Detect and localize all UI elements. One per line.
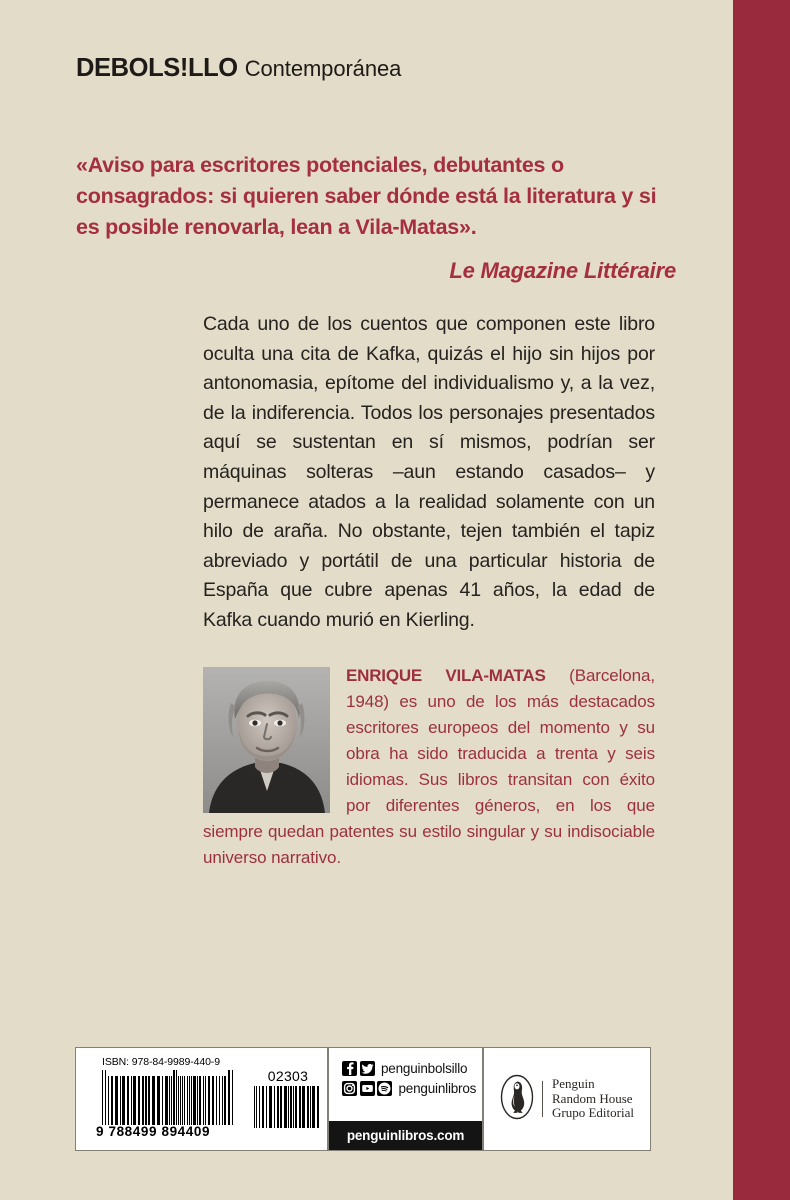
logo-divider [542, 1081, 543, 1117]
publisher-name [552, 1077, 634, 1121]
spotify-icon[interactable] [377, 1081, 392, 1096]
ean5-addon-barcode [254, 1086, 321, 1128]
facebook-icon[interactable] [342, 1061, 357, 1076]
publisher-line-2: Random House [552, 1090, 633, 1106]
social-row-penguinlibros [342, 1081, 482, 1096]
ean5-addon-digits: 02303 [267, 1068, 309, 1084]
penguin-icon [500, 1074, 534, 1125]
social-handle-penguinlibros[interactable]: penguinlibros [398, 1081, 477, 1096]
youtube-icon[interactable] [360, 1081, 375, 1096]
author-bio-body: (Barcelona, 1948) es uno de los más destacados escritores europeos del momento y su obra ha sido traducida a trenta y seis idiomas. Sus libros transitan con éxito por diferentes géneros, en los que siempre quedan patentes su estilo singular y su indisociable universo narrativo. [203, 666, 655, 867]
spine-color-band [733, 0, 790, 1200]
twitter-icon[interactable] [360, 1061, 375, 1076]
book-description-block [203, 310, 655, 636]
imprint-header [76, 56, 401, 82]
ean13-barcode [102, 1070, 235, 1125]
website-bar[interactable] [329, 1121, 482, 1150]
instagram-icon[interactable] [342, 1081, 357, 1096]
author-name: ENRIQUE VILA-MATAS [346, 666, 546, 685]
cover-footer [75, 1047, 651, 1151]
pull-quote-block [76, 150, 676, 284]
publisher-logo-inner [500, 1074, 634, 1125]
social-panel [328, 1047, 483, 1151]
publisher-logo-wordmark: DEBOLS!LLO [76, 54, 238, 82]
social-handle-penguinbolsillo[interactable]: penguinbolsillo [381, 1061, 468, 1076]
publisher-line-1: Penguin [552, 1076, 595, 1092]
collection-name: Contemporánea [244, 56, 402, 81]
book-description-text: Cada uno de los cuentos que componen este libro oculta una cita de Kafka, quizás el hijo sin hijos por antonomasia, epítome del individualismo y, a la vez, de la indiferencia. Todos los personajes presentados aquí se sustentan en sí mismos, podrían ser máquinas solteras –aun estando casados– y permanece atados a la realidad solamente con un hilo de araña. No obstante, tejen también el tapiz abreviado y portátil de una particular historia de España que cubre apenas 41 años, la edad de Kafka cuando murió en Kierling. [203, 313, 655, 631]
publisher-line-3: Grupo Editorial [552, 1105, 634, 1121]
social-row-penguinbolsillo [342, 1061, 482, 1076]
publisher-logo-panel [483, 1047, 651, 1151]
barcode-panel [75, 1047, 328, 1151]
website-url[interactable]: penguinlibros.com [346, 1128, 465, 1143]
isbn-label: ISBN: 978-84-9989-440-9 [102, 1056, 220, 1068]
pull-quote-text: «Aviso para escritores potenciales, debutantes o consagrados: si quieren saber dónde está la literatura y si es posible renovarla, lean a Vila-Matas». [76, 153, 657, 239]
author-bio-block [203, 663, 655, 871]
ean13-digits: 9 788499 894409 [96, 1124, 211, 1139]
social-handles-list [329, 1048, 482, 1121]
author-portrait-photo [203, 667, 330, 813]
pull-quote-source: Le Magazine Littéraire [449, 258, 676, 283]
